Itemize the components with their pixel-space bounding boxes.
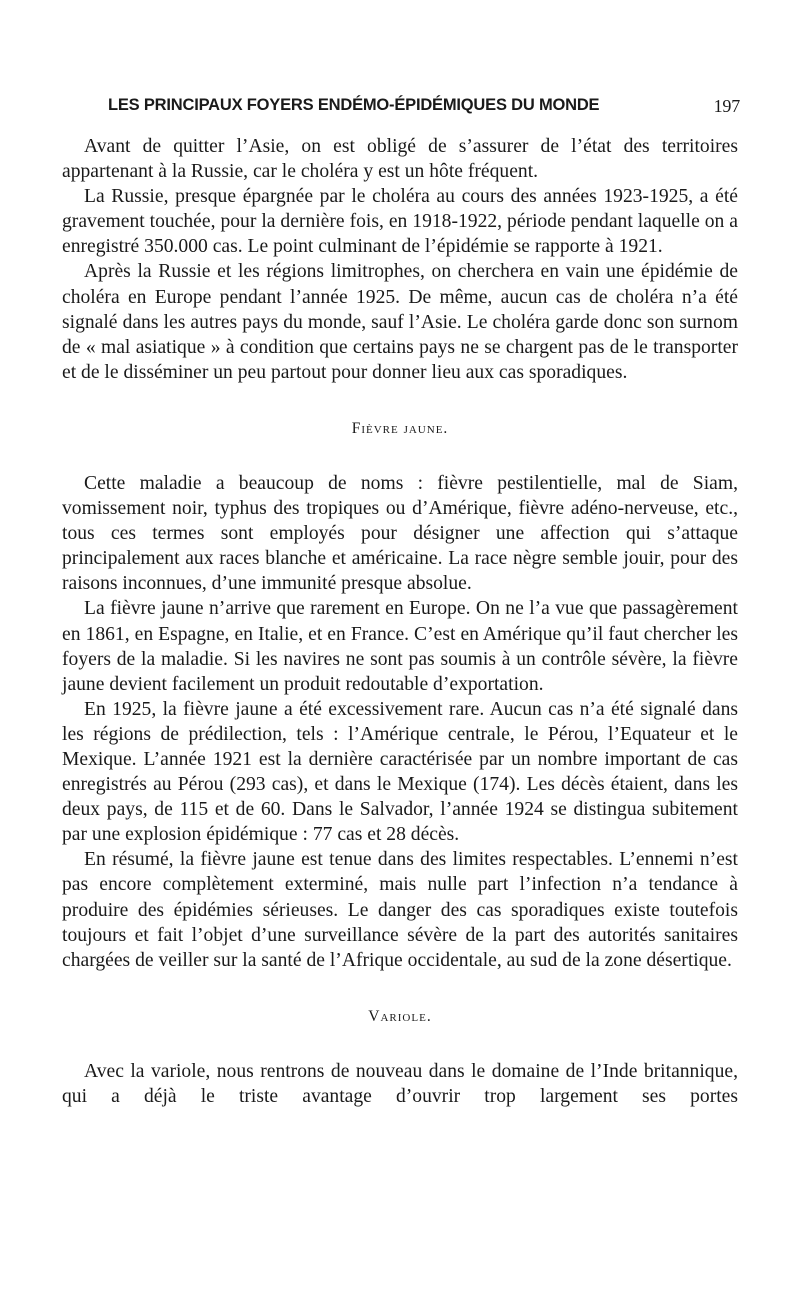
section-heading-smallpox: Variole. [368,1007,432,1025]
section-heading-yellow-fever: Fièvre jaune. [351,419,449,437]
book-page [62,92,738,1109]
page-number: 197 [713,96,740,116]
paragraph-smallpox-india: Avec la variole, nous rentrons de nouveau dans le domaine de l’Inde britannique, qui a déjà le triste avantage d’ouvrir trop largement ses portes [62,1060,738,1107]
paragraph-europe-cholera: Après la Russie et les régions limitrophes, on cherchera en vain une épidémie de choléra en Europe pendant l’année 1925. De même, aucun cas de choléra n’a été signalé dans les autres pays du monde, sauf l’Asie. Le choléra garde donc son surnom de « mal asiatique » à condition que certains pays ne se chargent pas de le transporter et de le disséminer un peu partout pour donner lieu aux cas sporadiques. [62,261,738,383]
paragraph-yellow-fever-europe: La fièvre jaune n’arrive que rarement en Europe. On ne l’a vue que passagèrement en 1861, en Espagne, en Italie, et en France. C’est en Amérique qu’il faut chercher les foyers de la maladie. Si les navires ne sont pas soumis à un contrôle sévère, la fièvre jaune devient facilement un produit redoutable d’exportation. [62,598,738,695]
paragraph-russia-cholera: La Russie, presque épargnée par le choléra au cours des années 1923-1925, a été gravement touchée, pour la dernière fois, en 1918-1922, période pendant laquelle on a enregistré 350.000 cas. Le point culminant de l’épidémie se rapporte à 1921. [62,186,738,258]
running-head-title: LES PRINCIPAUX FOYERS ENDÉMO-ÉPIDÉMIQUES DU MONDE [108,96,600,114]
paragraph-yellow-fever-1925: En 1925, la fièvre jaune a été excessivement rare. Aucun cas n’a été signalé dans les régions de prédilection, tels : l’Amérique centrale, le Pérou, l’Equateur et le Mexique. L’année 1921 est la dernière caractérisée par un nombre important de cas enregistrés au Pérou (293 cas), et dans le Mexique (174). Les décès étaient, dans les deux pays, de 115 et de 60. Dans le Salvador, l’année 1924 se distingua subitement par une explosion épidémique : 77 cas et 28 décès. [62,698,738,846]
paragraph-yellow-fever-summary: En résumé, la fièvre jaune est tenue dans des limites respectables. L’ennemi n’est pas encore complètement exterminé, mais nulle part l’infection n’a tendance à produire des épidémies sérieuses. Le danger des cas sporadiques existe toutefois toujours et fait l’objet d’une surveillance sévère de la part des autorités sanitaires chargées de veiller sur la santé de l’Afrique occidentale, au sud de la zone désertique. [62,849,738,971]
running-head [62,92,738,120]
paragraph-quitting-asia: Avant de quitter l’Asie, on est obligé de s’assurer de l’état des territoires appartenant à la Russie, car le choléra y est un hôte fréquent. [62,136,738,183]
paragraph-yellow-fever-names: Cette maladie a beaucoup de noms : fièvre pestilentielle, mal de Siam, vomissement noir, typhus des tropiques ou d’Amérique, fièvre adéno-nerveuse, etc., tous ces termes sont employés pour désigner une affection qui s’attaque principalement aux races blanche et américaine. La race nègre semble jouir, pour des raisons inconnues, d’une immunité presque absolue. [62,472,738,595]
